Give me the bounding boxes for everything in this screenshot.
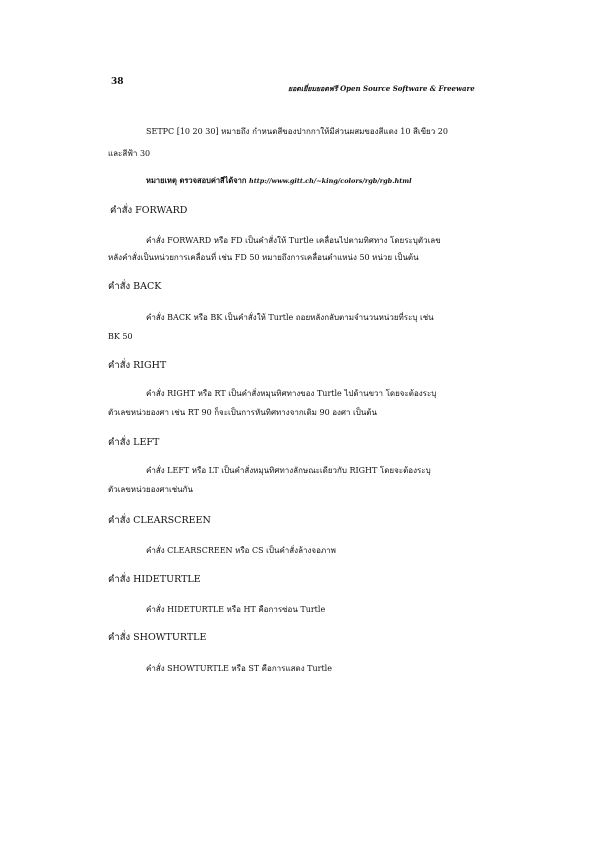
clearscreen-line-1: คำสั่ง CLEARSCREEN หรือ CS เป็นคำสั่งล้างจอภาพ: [146, 546, 336, 555]
running-header: ยอดเยี่ยมยอดฟรี Open Source Software & Freeware: [288, 84, 475, 93]
page-number: 38: [111, 77, 124, 87]
heading-left: คำสั่ง LEFT: [108, 437, 160, 448]
note-text: ตรวจสอบค่าสีได้จาก: [176, 176, 250, 185]
heading-back: คำสั่ง BACK: [108, 281, 162, 292]
left-line-2: ตัวเลขหน่วยองศาเช่นกัน: [108, 485, 193, 494]
forward-line-2: หลังคำสั่งเป็นหน่วยการเคลื่อนที่ เช่น FD 50 หมายถึงการเคลื่อนตำแหน่ง 50 หน่วย เป็นต้น: [108, 253, 419, 262]
hideturtle-line-1: คำสั่ง HIDETURTLE หรือ HT คือการซ่อน Turtle: [146, 605, 326, 614]
note-url: http://www.gitt.ch/~king/colors/rgb/rgb.html: [249, 177, 412, 185]
heading-showturtle: คำสั่ง SHOWTURTLE: [108, 632, 207, 643]
intro-note: [146, 176, 412, 186]
intro-line-2: และสีฟ้า 30: [108, 149, 151, 158]
note-label: หมายเหตุ: [146, 176, 177, 185]
heading-clearscreen: คำสั่ง CLEARSCREEN: [108, 515, 211, 526]
back-line-2: BK 50: [108, 332, 133, 341]
heading-forward: คำสั่ง FORWARD: [110, 205, 188, 216]
showturtle-line-1: คำสั่ง SHOWTURTLE หรือ ST คือการแสดง Turtle: [146, 664, 332, 673]
intro-line-1: SETPC [10 20 30] หมายถึง กำหนดสีของปากกาให้มีส่วนผสมของสีแดง 10 สีเขียว 20: [146, 127, 448, 136]
forward-line-1: คำสั่ง FORWARD หรือ FD เป็นคำสั่งให้ Turtle เคลื่อนไปตามทิศทาง โดยระบุตัวเลข: [146, 236, 441, 245]
right-line-2: ตัวเลขหน่วยองศา เช่น RT 90 ก็จะเป็นการหันทิศทางจากเดิม 90 องศา เป็นต้น: [108, 408, 377, 417]
right-line-1: คำสั่ง RIGHT หรือ RT เป็นคำสั่งหมุนทิศทางของ Turtle ไปด้านขวา โดยจะต้องระบุ: [146, 389, 437, 398]
back-line-1: คำสั่ง BACK หรือ BK เป็นคำสั่งให้ Turtle ถอยหลังกลับตามจำนวนหน่วยที่ระบุ เช่น: [146, 313, 434, 322]
heading-right: คำสั่ง RIGHT: [108, 360, 167, 371]
left-line-1: คำสั่ง LEFT หรือ LT เป็นคำสั่งหมุนทิศทางลักษณะเดียวกับ RIGHT โดยจะต้องระบุ: [146, 466, 431, 475]
heading-hideturtle: คำสั่ง HIDETURTLE: [108, 574, 201, 585]
